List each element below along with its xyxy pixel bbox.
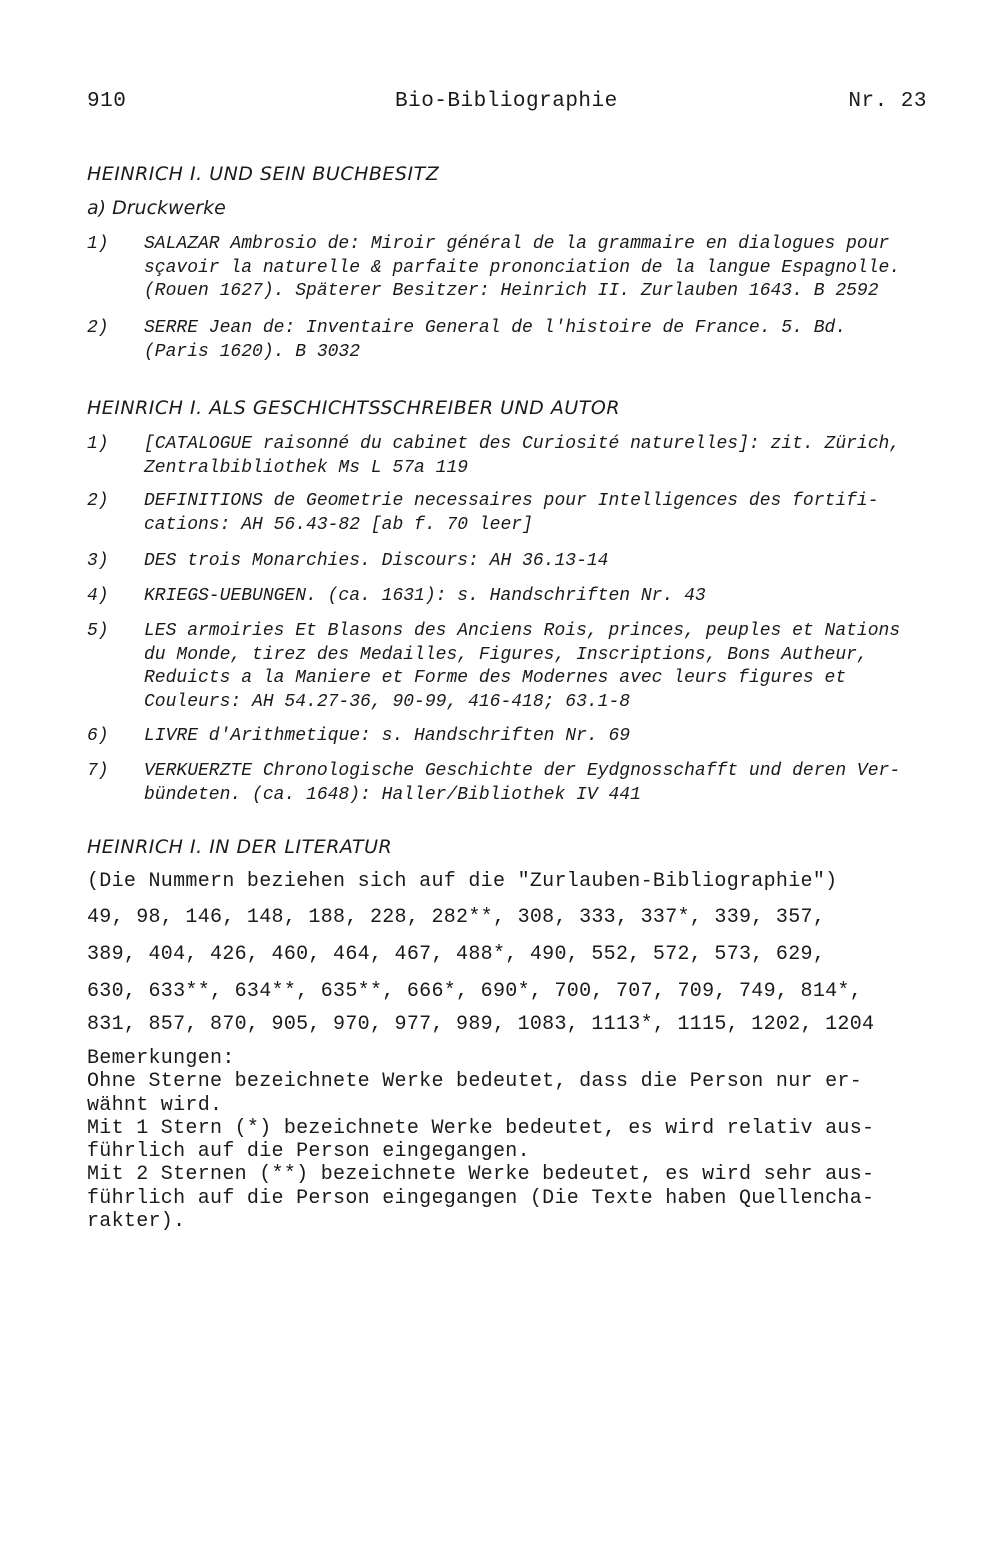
item-number: 6) <box>87 726 109 746</box>
item-line: sçavoir la naturelle & parfaite prononciation de la langue Espagnolle. <box>144 257 901 278</box>
remarks-line: Ohne Sterne bezeichnete Werke bedeutet, dass die Person nur er- <box>87 1070 863 1094</box>
item-line: bündeten. (ca. 1648): Haller/Bibliothek IV 441 <box>144 784 641 805</box>
remarks-line: Mit 1 Stern (*) bezeichnete Werke bedeutet, es wird relativ aus- <box>87 1116 875 1140</box>
item-line: DEFINITIONS de Geometrie necessaires pour Intelligences des fortifi- <box>144 491 879 511</box>
remarks-line: führlich auf die Person eingegangen (Die Texte haben Quellencha- <box>87 1186 875 1210</box>
remarks-line: führlich auf die Person eingegangen. <box>87 1140 530 1164</box>
item-line: VERKUERZTE Chronologische Geschichte der Eydgnosschafft und deren Ver- <box>144 761 901 781</box>
remarks-line: Mit 2 Sternen (**) bezeichnete Werke bedeutet, es wird sehr aus- <box>87 1163 875 1187</box>
item-line: (Paris 1620). B 3032 <box>144 341 361 362</box>
section-heading-buchbesitz: HEINRICH I. UND SEIN BUCHBESITZ <box>87 163 440 185</box>
item-line: SALAZAR Ambrosio de: Miroir général de la grammaire en dialogues pour <box>144 234 890 254</box>
remarks-heading: Bemerkungen: <box>87 1047 235 1070</box>
literature-numbers-line: 49, 98, 146, 148, 188, 228, 282**, 308, 333, 337*, 339, 357, <box>87 906 826 929</box>
item-line: [CATALOGUE raisonné du cabinet des Curiosité naturelles]: zit. Zürich, <box>144 434 901 454</box>
item-line: Zentralbibliothek Ms L 57a 119 <box>144 457 469 478</box>
item-number: 1) <box>87 234 109 254</box>
page-number: 910 <box>87 90 127 113</box>
item-line: cations: AH 56.43-82 [ab f. 70 leer] <box>144 514 533 535</box>
item-line: (Rouen 1627). Späterer Besitzer: Heinrich II. Zurlauben 1643. B 2592 <box>144 281 879 301</box>
section-heading-autor: HEINRICH I. ALS GESCHICHTSSCHREIBER UND AUTOR <box>87 397 621 419</box>
literature-numbers-line: 389, 404, 426, 460, 464, 467, 488*, 490, 552, 572, 573, 629, <box>87 943 826 966</box>
item-number: 3) <box>87 551 109 571</box>
entry-number: Nr. 23 <box>848 90 927 113</box>
item-number: 4) <box>87 586 109 606</box>
subheading-druckwerke: a) Druckwerke <box>87 197 226 219</box>
item-line: LES armoiries Et Blasons des Anciens Rois, princes, peuples et Nations <box>144 621 901 641</box>
section-heading-literatur: HEINRICH I. IN DER LITERATUR <box>87 836 393 858</box>
remarks-line: rakter). <box>87 1210 186 1234</box>
item-line: KRIEGS-UEBUNGEN. (ca. 1631): s. Handschriften Nr. 43 <box>144 586 706 606</box>
literature-intro: (Die Nummern beziehen sich auf die "Zurlauben-Bibliographie") <box>87 870 838 893</box>
remarks-line: wähnt wird. <box>87 1093 223 1117</box>
literature-numbers-line: 630, 633**, 634**, 635**, 666*, 690*, 700, 707, 709, 749, 814*, <box>87 980 863 1003</box>
item-number: 1) <box>87 434 109 454</box>
running-title: Bio-Bibliographie <box>395 90 618 113</box>
item-number: 7) <box>87 761 109 781</box>
item-line: SERRE Jean de: Inventaire General de l'histoire de France. 5. Bd. <box>144 318 847 338</box>
item-line: DES trois Monarchies. Discours: AH 36.13-14 <box>144 551 609 571</box>
page-header <box>87 90 927 118</box>
item-line: Couleurs: AH 54.27-36, 90-99, 416-418; 63.1-8 <box>144 691 631 712</box>
remarks-block <box>87 1047 947 1233</box>
item-line: LIVRE d'Arithmetique: s. Handschriften Nr. 69 <box>144 726 631 746</box>
item-line: Reduicts a la Maniere et Forme des Modernes avec leurs figures et <box>144 668 847 688</box>
item-number: 2) <box>87 491 109 511</box>
item-line: du Monde, tirez des Medailles, Figures, Inscriptions, Bons Autheur, <box>144 644 868 665</box>
item-number: 2) <box>87 318 109 338</box>
literature-numbers-line: 831, 857, 870, 905, 970, 977, 989, 1083, 1113*, 1115, 1202, 1204 <box>87 1013 875 1036</box>
item-number: 5) <box>87 621 109 641</box>
